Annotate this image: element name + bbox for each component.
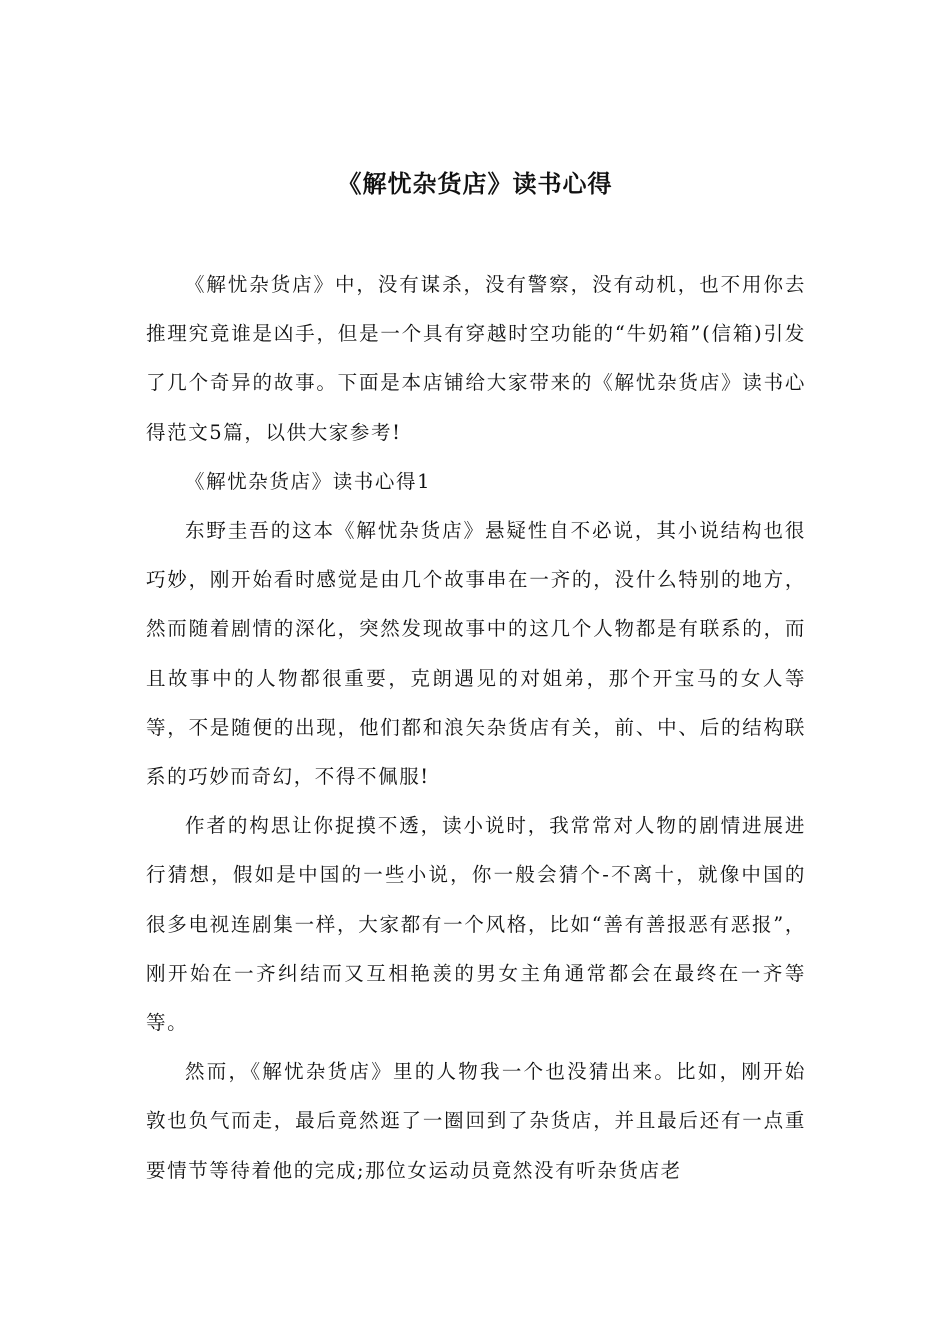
paragraph-structure: 东野圭吾的这本《解忧杂货店》悬疑性自不必说，其小说结构也很巧妙，刚开始看时感觉是由几个故事串在一齐的，没什么特别的地方，然而随着剧情的深化，突然发现故事中的这几个人物都是有联系的，而且故事中的人物都很重要，克朗遇见的对姐弟，那个开宝马的女人等等，不是随便的出现，他们都和浪矢杂货店有关，前、中、后的结构联系的巧妙而奇幻，不得不佩服!: [146, 519, 806, 789]
paragraph-characters: 然而，《解忧杂货店》里的人物我一个也没猜出来。比如，刚开始敦也负气而走，最后竟然逛了一圈回到了杂货店，并且最后还有一点重要情节等待着他的完成;那位女运动员竟然没有听杂货店老: [146, 1060, 806, 1182]
section-heading: 《解忧杂货店》读书心得1: [185, 469, 432, 493]
document-title: 《解忧杂货店》读书心得: [337, 169, 613, 198]
paragraph-intro: 《解忧杂货店》中，没有谋杀，没有警察，没有动机，也不用你去推理究竟谁是凶手，但是一个具有穿越时空功能的“牛奶箱”(信箱)引发了几个奇异的故事。下面是本店铺给大家带来的《解忧杂货店》读书心得范文5篇，以供大家参考!: [146, 273, 806, 444]
paragraph-plot-guessing: 作者的构思让你捉摸不透，读小说时，我常常对人物的剧情进展进行猜想，假如是中国的一些小说，你一般会猜个-不离十，就像中国的很多电视连剧集一样，大家都有一个风格，比如“善有善报恶有恶报”，刚开始在一齐纠结而又互相艳羡的男女主角通常都会在最终在一齐等等。: [146, 814, 806, 1035]
document-body: [146, 260, 806, 1195]
